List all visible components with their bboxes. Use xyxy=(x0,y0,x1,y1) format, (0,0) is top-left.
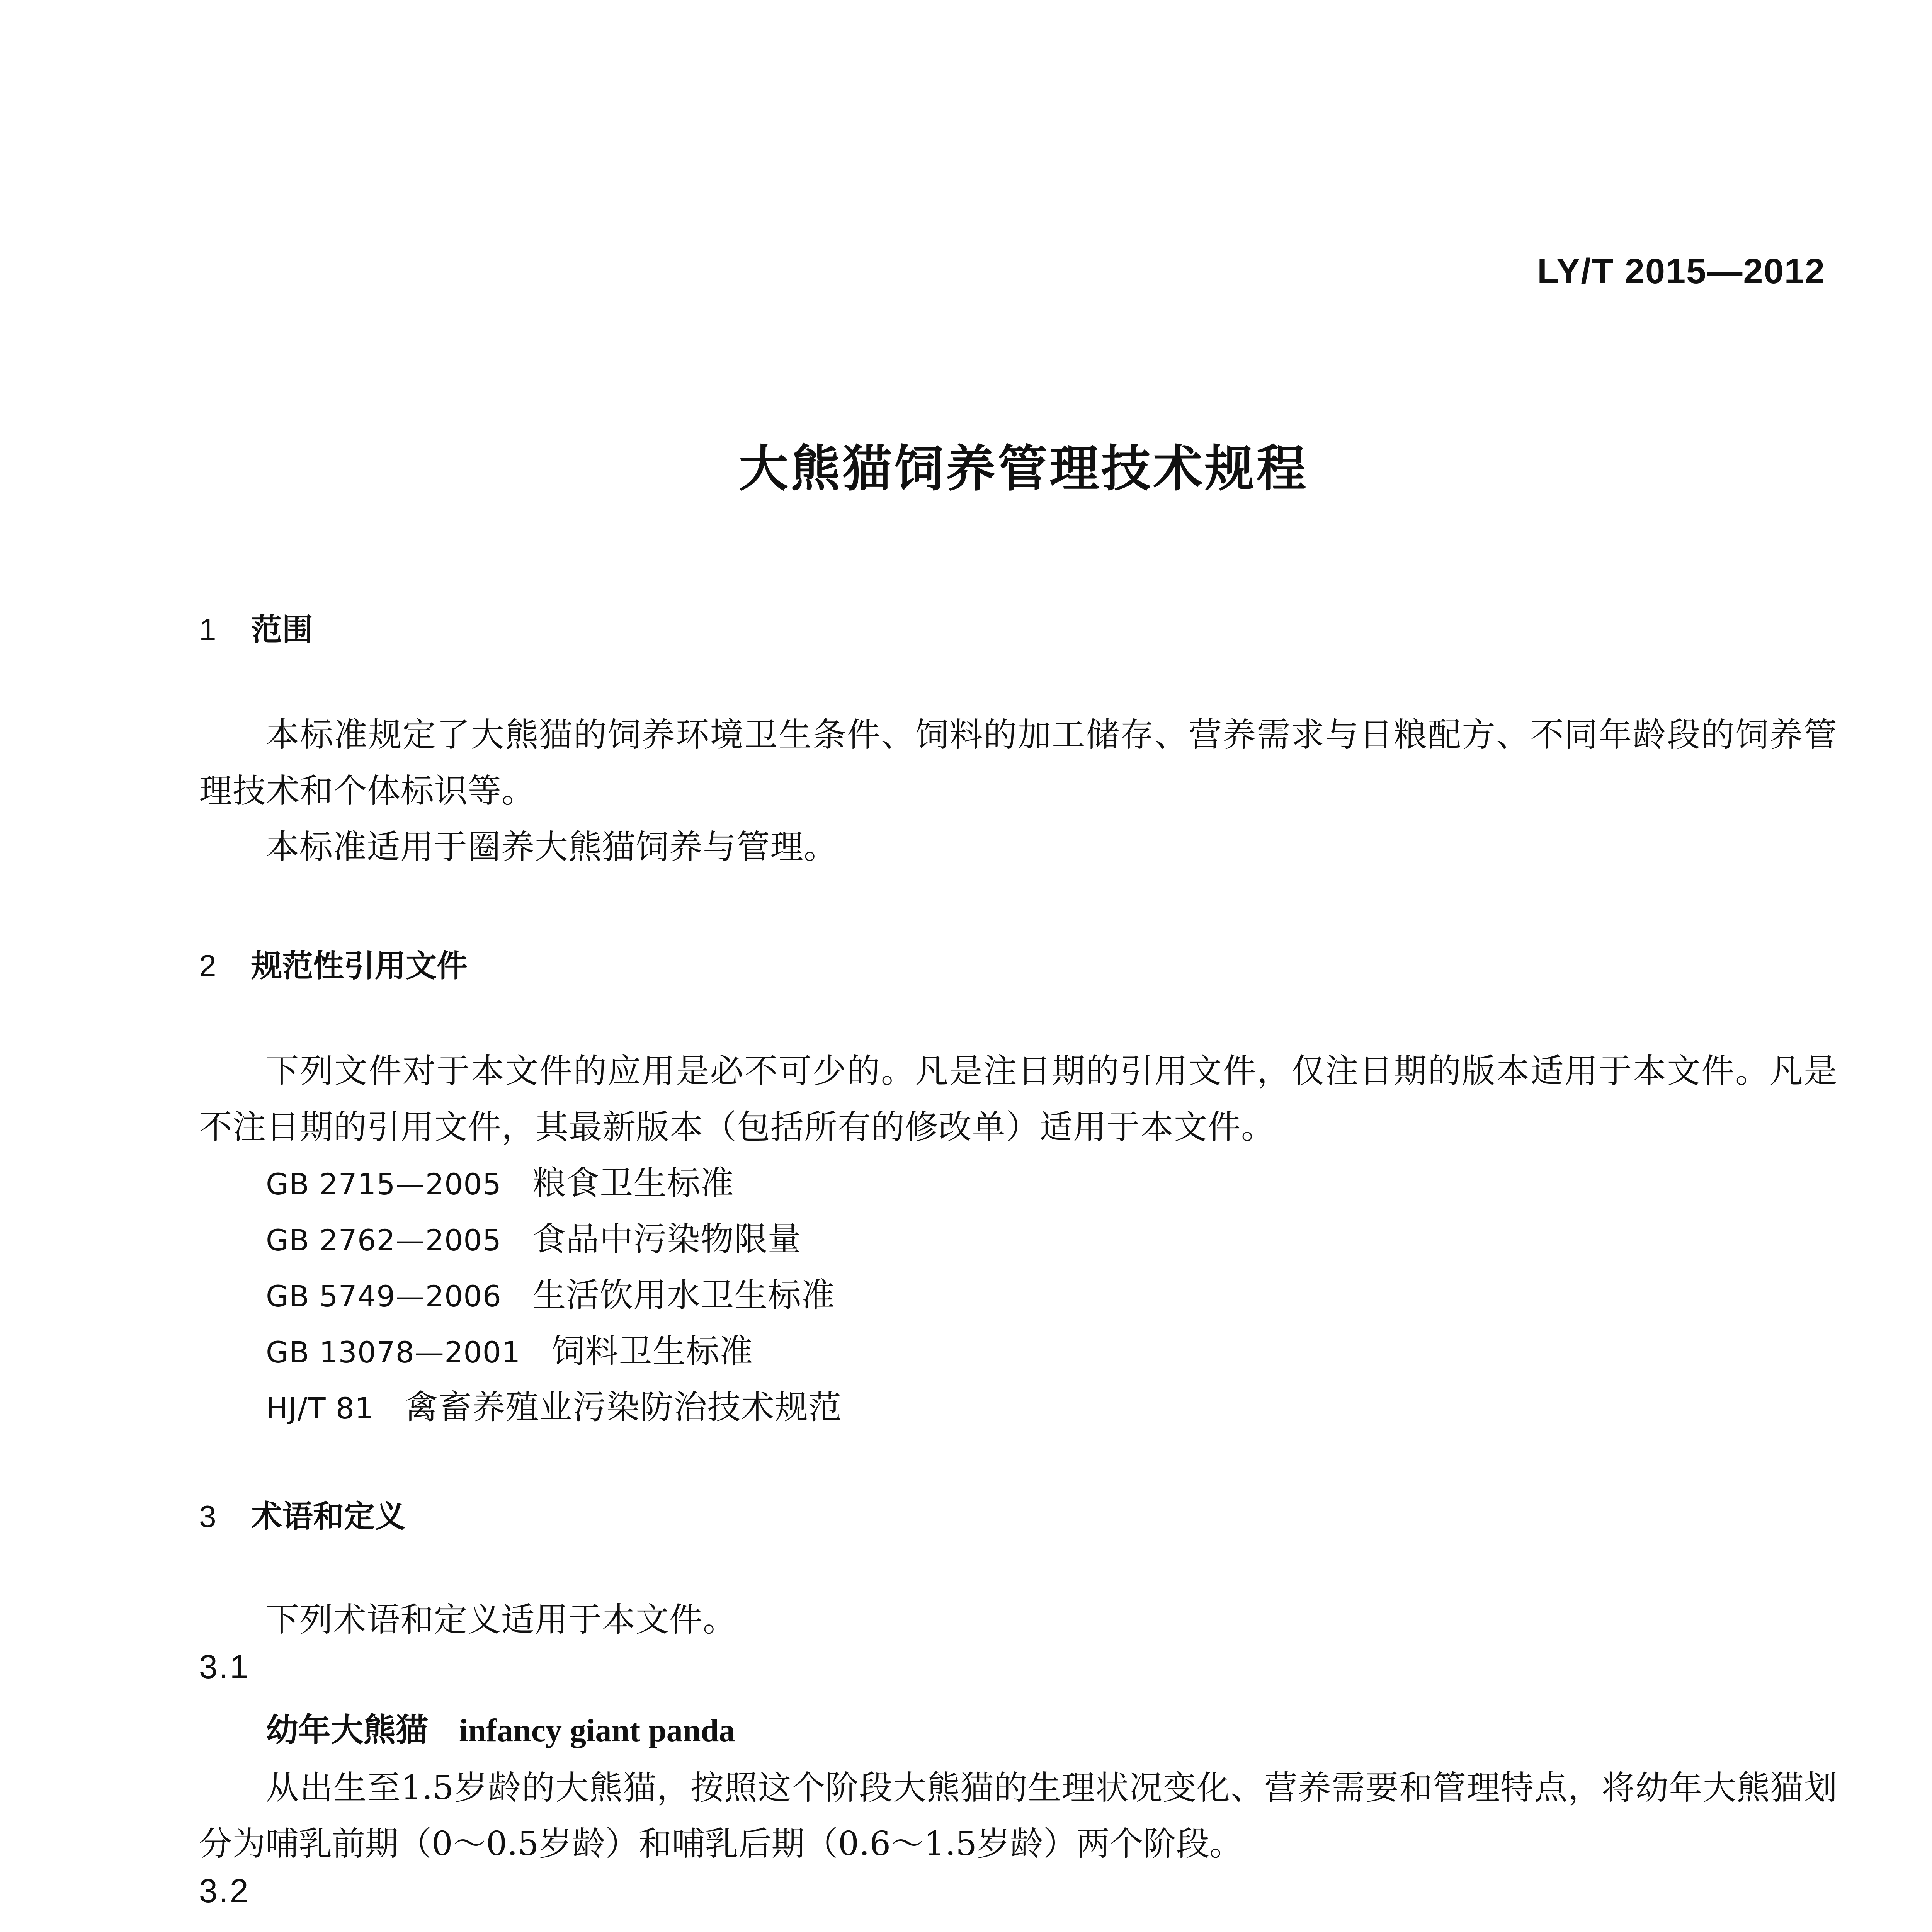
reference-title: 生活饮用水卫生标准 xyxy=(532,1276,835,1315)
scope-paragraph-2: 本标准适用于圈养大熊猫饲养与管理。 xyxy=(266,828,837,866)
term-number: 3.2 xyxy=(199,1872,250,1910)
term-name xyxy=(266,1926,796,1932)
section-title: 范围 xyxy=(251,612,313,648)
reference-item xyxy=(266,1379,842,1436)
section-number: 2 xyxy=(199,949,216,983)
reference-item xyxy=(266,1323,753,1380)
section-heading-terms xyxy=(199,1492,406,1536)
section-title: 术语和定义 xyxy=(251,1498,406,1534)
reference-code: GB 2762—2005 xyxy=(266,1223,502,1257)
section-number: 1 xyxy=(199,612,216,647)
reference-code: GB 13078—2001 xyxy=(266,1335,521,1369)
reference-title: 饲料卫生标准 xyxy=(551,1332,753,1371)
reference-code: GB 5749—2006 xyxy=(266,1279,502,1313)
reference-code: GB 2715—2005 xyxy=(266,1167,502,1201)
reference-item xyxy=(266,1211,801,1268)
reference-title: 禽畜养殖业污染防治技术规范 xyxy=(405,1388,842,1427)
section-number: 3 xyxy=(199,1499,216,1534)
term-name xyxy=(266,1704,735,1751)
reference-item xyxy=(266,1155,734,1212)
term-name-zh: 幼年大熊猫 xyxy=(266,1711,429,1749)
reference-item xyxy=(266,1267,835,1324)
term-name-en: infancy giant panda xyxy=(459,1713,735,1748)
references-intro: 下列文件对于本文件的应用是必不可少的。凡是注日期的引用文件，仅注日期的版本适用于本文件。凡是不注日期的引用文件，其最新版本（包括所有的修改单）适用于本文件。 xyxy=(199,1052,1837,1146)
section-title: 规范性引用文件 xyxy=(251,948,468,984)
term-number: 3.1 xyxy=(199,1648,250,1685)
reference-title: 食品中污染物限量 xyxy=(532,1220,802,1259)
term-definition: 从出生至1.5岁龄的大熊猫，按照这个阶段大熊猫的生理状况变化、营养需要和管理特点，将幼年大熊猫划分为哺乳前期（0～0.5岁龄）和哺乳后期（0.6～1.5岁龄）两个阶段。 xyxy=(199,1769,1837,1863)
reference-code: HJ/T 81 xyxy=(266,1391,374,1425)
scope-paragraph-1: 本标准规定了大熊猫的饲养环境卫生条件、饲料的加工储存、营养需求与日粮配方、不同年龄段的饲养管理技术和个体标识等。 xyxy=(199,716,1837,810)
standard-number: LY/T 2015—2012 xyxy=(1537,252,1825,291)
terms-intro: 下列术语和定义适用于本文件。 xyxy=(266,1600,736,1639)
section-heading-references xyxy=(199,941,468,985)
section-heading-scope xyxy=(199,605,313,649)
document-title: 大熊猫饲养管理技术规程 xyxy=(738,440,1308,498)
reference-title: 粮食卫生标准 xyxy=(532,1164,735,1202)
